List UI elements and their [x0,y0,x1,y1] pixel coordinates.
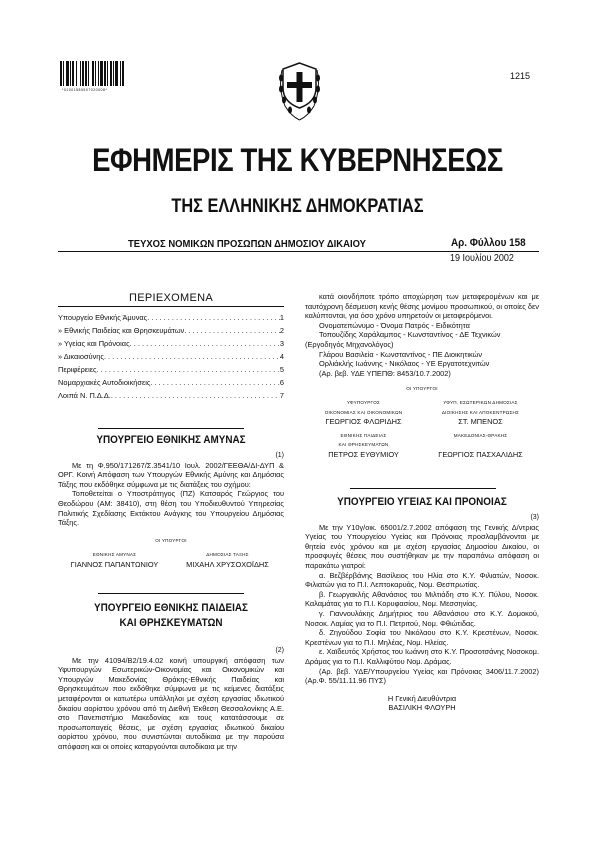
list-item: α. Βεζβέρβάνης Βασίλειος του Ηλία στο Κ.Υ. Φιλιατών, Νοσοκ. Φιλιατών για το Π.Ι. Λεπτοκαρυάς, Νομ. Θεσπρωτίας. [305,570,539,590]
column-right-top: κατά οιονδήποτε τρόπο αποχώρηση των μεταφερομένων και με ταυτόχρονη δέσμευση κενής θέσης μονίμου προσωπικού, οι οποίες δεν καλύπτονται, για όσο χρόνο υπηρετούν οι μεταφερόμενοι. Ονοματεπώνυμο - Όνομα Πατρός - Ειδικότητα Τοπουζίδης Χαράλαμπος - Κωνσταντίνος - ΔΕ Τεχνικών (Εργοδηγός Μηχανολόγος) Γλάρου Βασιλεία - Κωνσταντίνος - ΠΕ Διοικητικών Ορλιάκλής Ιωάννης - Νικόλαος - ΥΕ Εργατοτεχνιτών (Αρ. βεβ. ΥΔΕ ΥΠΕΠΘ: 8453/10.7.2002) ΟΙ ΥΠΟΥΡΓΟΙ ΥΦΥΠΟΥΡΓΟΣ ΟΙΚΟΝΟΜΙΑΣ ΚΑΙ ΟΙΚΟΝΟΜΙΚΩΝ ΓΕΩΡΓΙΟΣ ΦΛΩΡΙΔΗΣ ΥΦΥΠ. ΕΣΩΤΕΡΙΚΩΝ ΔΗΜΟΣΙΑΣ ΔΙΟΙΚΗΣΗΣ ΚΑΙ ΑΠΟΚΕΝΤΡΩΣΗΣ ΣΤ. ΜΠΕΝΟΣ ΕΘΝΙΚΗΣ ΠΑΙΔΕΙΑΣ ΚΑΙ ΘΡΗΣΚΕΥΜΑΤΩΝ ΠΕΤΡΟΣ ΕΥΘΥΜΙΟΥ ΜΑΚΕΔΟΝΙΑΣ-ΘΡΑΚΗΣ ΓΕΩΡΓΙΟΣ ΠΑΣΧΑΛΙΔΗΣ [305,292,539,459]
signer-name: ΣΤ. ΜΠΕΝΟΣ [458,417,503,427]
list-item: γ. Γιαννουλάκης Δημήτριος του Αθανάσιου στο Κ.Υ. Δομοκού, Νοσοκ. Λαμίας για το Π.Ι. Πετριτού, Νομ. Φθιώτιδας. [305,608,539,628]
gazette-subtitle: ΤΗΣ ΕΛΛΗΝΙΚΗΣ ΔΗΜΟΚΡΑΤΙΑΣ [171,196,424,217]
section-heading-education: ΥΠΟΥΡΓΕΙΟ ΕΘΝΙΚΗΣ ΠΑΙΔΕΙΑΣ ΚΑΙ ΘΡΗΣΚΕΥΜΑΤΩΝ [94,602,248,629]
entry-number: (2) [275,647,284,654]
paragraph: κατά οιονδήποτε τρόπο αποχώρηση των μεταφερομένων και με ταυτόχρονη δέσμευση κενής θέσης μονίμου προσωπικού, οι οποίες δεν καλύπτονται, για όσο χρόνο υπηρετούν οι μεταφερόμενοι. [305,292,539,321]
section-divider [98,428,244,429]
toc-item[interactable]: » Εθνικής Παιδείας και Θρησκευμάτων . . . 2 [58,324,284,337]
signer-role: ΕΘΝΙΚΗΣ ΑΜΥΝΑΣ [92,552,137,558]
signer-name: ΓΕΩΡΓΙΟΣ ΠΑΣΧΑΛΙΔΗΣ [438,449,523,459]
section-heading-health: ΥΠΟΥΡΓΕΙΟ ΥΓΕΙΑΣ ΚΑΙ ΠΡΟΝΟΙΑΣ [337,496,507,508]
issue-date: 19 Ιουλίου 2002 [450,253,514,264]
signer-name: ΓΕΩΡΓΙΟΣ ΦΛΩΡΙΔΗΣ [325,417,402,427]
gazette-title: ΕΦΗΜΕΡΙΣ ΤΗΣ ΚΥΒΕΡΝΗΣΕΩΣ [92,142,503,178]
section-heading-defence: ΥΠΟΥΡΓΕΙΟ ΕΘΝΙΚΗΣ ΑΜΥΝΑΣ [96,434,246,446]
section-divider [98,593,244,594]
section-divider [350,488,496,489]
list-item: ε. Χαϊδευτός Χρήστος του Ιωάννη στο Κ.Υ. Προσοτσάνης Νοσοκομ. Δράμας για το Π.Ι. Καλλιφύτου Νομ. Δράμας. [305,647,539,666]
table-of-contents [58,311,284,402]
paragraph: Τοποθετείται ο Υποστράτηγος (ΠΖ) Κατσαρός Γεώργιος του Θεοδώρου (ΑΜ: 38410), στη θέση του Υποδιευθυντού Υπηρεσίας Πολιτικής Σχεδίασης Εκτάκτου Ανάγκης του Υπουργείου Δημόσιας Τάξης. [58,489,284,528]
barcode [60,61,162,91]
entry-number: (3) [530,514,539,521]
list-item: Ορλιάκλής Ιωάννης - Νικόλαος - ΥΕ Εργατοτεχνιτών [319,359,490,369]
toc-item[interactable]: Περιφέρειες . . . 5 [58,363,284,376]
signers-label: ΟΙ ΥΠΟΥΡΓΟΙ [155,537,187,543]
toc-item[interactable]: Νομαρχιακές Αυτοδιοικήσεις . . . 6 [58,376,284,389]
barcode-number: *01001580507020008* [62,88,108,92]
list-item: δ. Ζηγούδου Σοφία του Νικόλαου στο Κ.Υ. Κρεστένων, Νοσοκ. Κρεστένων για το Π.Ι. Μηλέας, Νομ. Ηλείας. [305,628,539,647]
section-health [305,513,539,713]
paragraph: Με την Υ10γ/οικ. 65001/2.7.2002 απόφαση της Γενικής Δ/ντριας Υγείας του Υπουργείου Υγείας και Πρόνοιας προσλαμβάνονται με θητεία ενός χρόνου και με σχέση εργασίας Δημοσίου Δικαίου, οι προσφυγές θέσεις που συστήθηκαν με την παραπάνω απόφαση οι παρακάτω γιατροί: [305,522,539,570]
toc-item[interactable]: Λοιπά Ν. Π.Δ.Δ. . . . 7 [58,389,284,402]
list-item: Ονοματεπώνυμο - Όνομα Πατρός - Ειδικότητα [319,320,470,330]
toc-heading: ΠΕΡΙΕΧΟΜΕΝΑ [129,292,213,304]
paragraph: Με την 41094/Β2/19.4.02 κοινή υπουργική απόφαση των Υφυπουργών Εσωτερικών-Οικονομίας και Οικονομικών και Υπουργών Μακεδονίας Θράκης-Εθνικής Παιδείας και Θρησκευμάτων που εκδόθηκε σύμφωνα με τις κείμενες διατάξεις μεταφέρονται οι κατωτέρω υπάλληλοι με σχέση εργασίας ιδιωτικού δικαίου αορίστου χρόνου από τη Διεθνή Έκθεση Θεσσαλονίκης Α.Ε. στο Πανεπιστήμιο Μακεδονίας και τους κατατάσσουμε σε προσωποπαγείς θέσεις, με σχέση εργασίας ιδιωτικού δικαίου αορίστου χρόνου, που συνιστώνται αυτοδίκαια με την παρούσα απόφαση και οι οποίες καταργούνται αυτοδίκαια με την [58,655,284,751]
toc-item[interactable]: Υπουργείο Εθνικής Άμυνας . . . 1 [58,311,284,324]
signer-role: Η Γενική Διευθύντρια [387,693,457,703]
header-rule [58,251,539,252]
entry-number: (1) [275,452,284,459]
section-defence [58,451,284,570]
section-education [58,646,284,752]
list-item: (Αρ. βεβ. ΥΔΕ/Υπουργείου Υγείας και Πρόνοιας 3406/11.7.2002) (Αρ.Φ. 55/11.11.96 ΠΥΣ) [305,666,539,686]
signer-name: ΠΕΤΡΟΣ ΕΥΘΥΜΙΟΥ [328,449,399,459]
sheet-number: Αρ. Φύλλου 158 [451,237,526,249]
list-item: Γλάρου Βασιλεία - Κωνσταντίνος - ΠΕ Διοικητικών [319,349,483,359]
page-number: 1215 [510,71,531,81]
signer-role: ΔΗΜΟΣΙΑΣ ΤΑΞΗΣ [206,552,249,558]
signer-name: ΜΙΧΑΗΛ ΧΡΥΣΟΧΟΪΔΗΣ [186,559,269,569]
issue-type: ΤΕΥΧΟΣ ΝΟΜΙΚΩΝ ΠΡΟΣΩΠΩΝ ΔΗΜΟΣΙΟΥ ΔΙΚΑΙΟΥ [128,238,366,250]
list-item: β. Γεωργακλής Αθανάσιος του Μιλτιάδη στο Κ.Υ. Πύλου, Νοσοκ. Καλαμάτας για το Π.Ι. Κορυφασίου, Νομ. Μεσσηνίας. [305,589,539,609]
toc-item[interactable]: » Υγείας και Πρόνοιας . . . 3 [58,337,284,350]
list-item: Τοπουζίδης Χαράλαμπος - Κωνσταντίνος - ΔΕ Τεχνικών (Εργοδηγός Μηχανολόγος) [305,330,501,349]
signer-name: ΒΑΣΙΛΙΚΗ ΦΛΟΥΡΗ [388,703,456,713]
toc-rule [58,306,284,307]
list-item: (Αρ. βεβ. ΥΔΕ ΥΠΕΠΘ: 8453/10.7.2002) [319,368,451,378]
toc-item[interactable]: » Δικαιοσύνης . . . 4 [58,350,284,363]
paragraph: Με τη Φ.950/171267/Σ.3541/10 Ιουλ. 2002/ΓΕΕΘΑ/ΔΙ-ΔΥΠ & ΟΡΓ. Κοινή Απόφαση των Υπουργών Εθνικής Αμύνης και Δημόσιας Τάξης που εκδόθηκε σύμφωνα με τις διατάξεις του σχήμου: [58,460,284,489]
signer-name: ΓΙΑΝΝΟΣ ΠΑΠΑΝΤΩΝΙΟΥ [70,559,159,569]
greek-coat-of-arms-icon [277,58,322,124]
signers-label: ΟΙ ΥΠΟΥΡΓΟΙ [406,386,438,392]
